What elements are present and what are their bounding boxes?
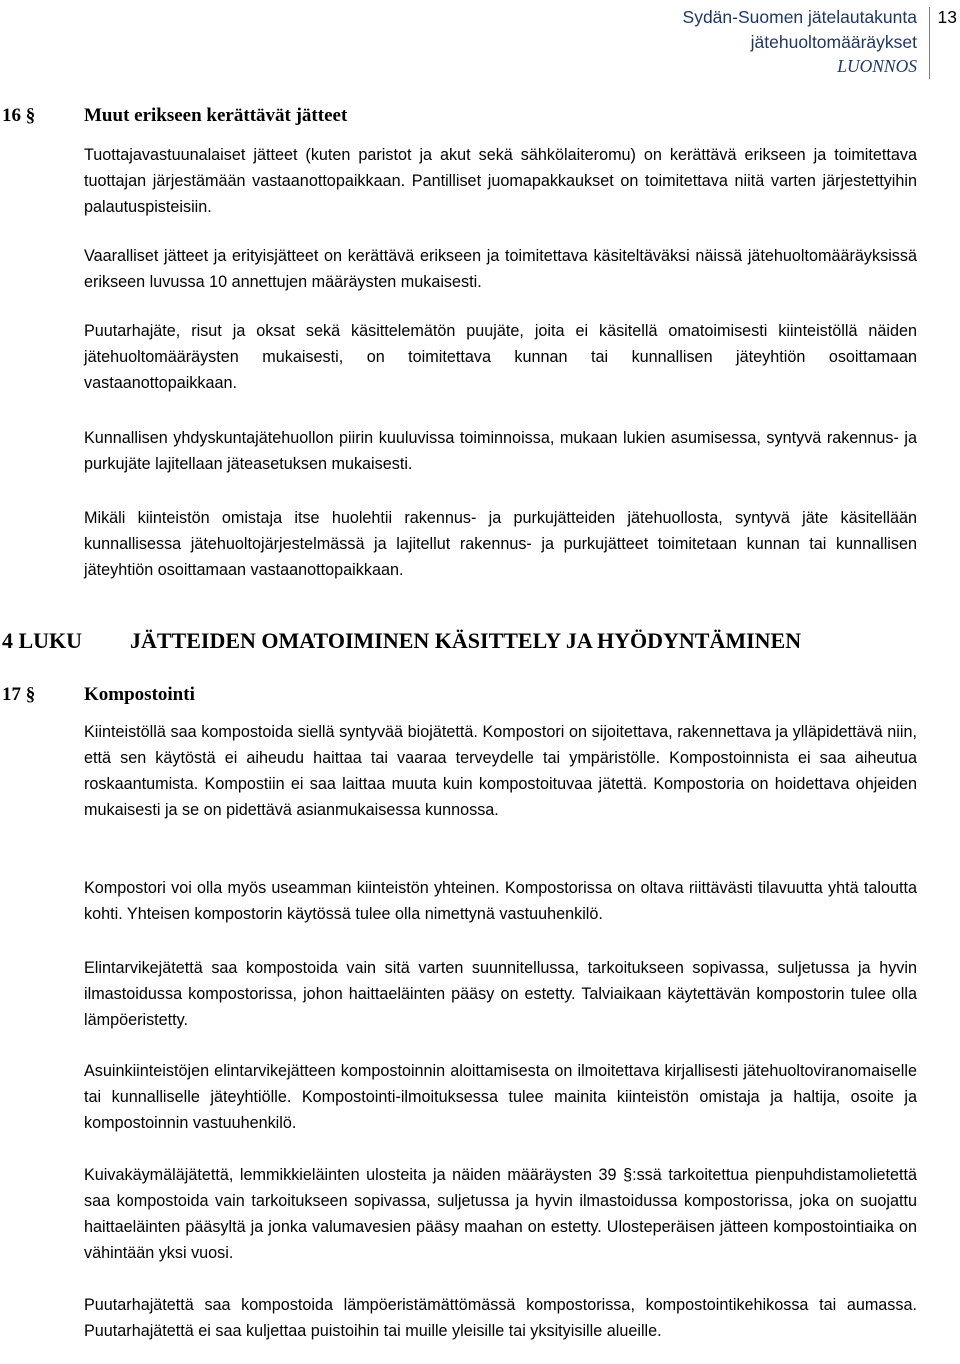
page-number: 13 bbox=[937, 7, 957, 27]
section-17-paragraph-3: Elintarvikejätettä saa kompostoida vain sitä varten suunnitellussa, tarkoitukseen sopivassa, suljetussa ja hyvin ilmastoidussa kompostorissa, johon haittaeläinten pääsy on estetty. Talviaikaan käytettävän kompostorin tulee olla lämpöeristetty. bbox=[84, 959, 917, 1029]
section-17-title: Kompostointi bbox=[84, 684, 195, 705]
section-16-title: Muut erikseen kerättävät jätteet bbox=[84, 105, 348, 126]
section-17-paragraph-5: Kuivakäymäläjätettä, lemmikkieläinten ulosteita ja näiden määräysten 39 §:ssä tarkoitettua pienpuhdistamolietettä saa kompostoida vain tarkoitukseen sopivassa, suljetussa ja hyvin ilmastoidussa kompostorissa, joka on suojattu haittaeläinten pääsyltä ja jonka valumavesien pääsy maahan on estetty. Ulosteperäisen jätteen kompostointiaika on vähintään yksi vuosi. bbox=[84, 1166, 917, 1262]
header-organization: Sydän-Suomen jätelautakunta bbox=[682, 7, 917, 27]
section-16-paragraph-1: Tuottajavastuunalaiset jätteet (kuten paristot ja akut sekä sähkölaiteromu) on kerättävä erikseen ja toimitettava tuottajan järjestämään vastaanottopaikkaan. Pantilliset juomapakkaukset on toimitettava niitä varten järjestettyihin palautuspisteisiin. bbox=[84, 146, 917, 216]
section-16-heading bbox=[2, 105, 347, 127]
section-16-number: 16 § bbox=[2, 105, 36, 126]
chapter-4-heading bbox=[2, 628, 801, 654]
header-block bbox=[683, 5, 917, 79]
header-divider bbox=[929, 7, 930, 79]
header-document-title: jätehuoltomääräykset bbox=[750, 31, 917, 52]
section-16-paragraph-3: Puutarhajäte, risut ja oksat sekä käsittelemätön puujäte, joita ei käsitellä omatoimisesti kiinteistöllä näiden jätehuoltomääräysten mukaisesti, on toimitettava kunnan tai kunnallisen jäteyhtiön osoittamaan vastaanottopaikkaan. bbox=[84, 322, 917, 392]
section-16-paragraph-4: Kunnallisen yhdyskuntajätehuollon piirin kuuluvissa toiminnoissa, mukaan lukien asumisessa, syntyvä rakennus- ja purkujäte lajitellaan jäteasetuksen mukaisesti. bbox=[84, 429, 917, 473]
chapter-4-title: JÄTTEIDEN OMATOIMINEN KÄSITTELY JA HYÖDYNTÄMINEN bbox=[130, 628, 802, 653]
section-17-number: 17 § bbox=[2, 684, 36, 705]
section-16-paragraph-5: Mikäli kiinteistön omistaja itse huolehtii rakennus- ja purkujätteiden jätehuollosta, syntyvä jäte käsitellään kunnallisessa jätehuoltojärjestelmässä ja lajitellut rakennus- ja purkujätteet toimitetaan kunnan tai kunnallisen jäteyhtiön osoittamaan vastaanottopaikkaan. bbox=[84, 509, 917, 579]
header-draft-status: LUONNOS bbox=[837, 56, 917, 76]
section-17-paragraph-2: Kompostori voi olla myös useamman kiinteistön yhteinen. Kompostorissa on oltava riittävästi tilavuutta yhtä taloutta kohti. Yhteisen kompostorin käytössä tulee olla nimettynä vastuuhenkilö. bbox=[84, 879, 917, 923]
section-17-heading bbox=[2, 684, 195, 706]
section-17-paragraph-4: Asuinkiinteistöjen elintarvikejätteen kompostoinnin aloittamisesta on ilmoitettava kirjallisesti jätehuoltoviranomaiselle tai kunnalliselle jäteyhtiölle. Kompostointi-ilmoituksessa tulee mainita kiinteistön omistaja ja haltija, osoite ja kompostoinnin vastuuhenkilö. bbox=[84, 1062, 917, 1132]
section-16-paragraph-2: Vaaralliset jätteet ja erityisjätteet on kerättävä erikseen ja toimitettava käsiteltäväksi näissä jätehuoltomääräyksissä erikseen luvussa 10 annettujen määräysten mukaisesti. bbox=[84, 247, 917, 291]
section-17-paragraph-1: Kiinteistöllä saa kompostoida siellä syntyvää biojätettä. Kompostori on sijoitettava, rakennettava ja ylläpidettävä niin, että sen käytöstä ei aiheudu haittaa tai vaaraa terveydelle tai ympäristölle. Kompostoinnista ei saa aiheutua roskaantumista. Kompostiin ei saa laittaa muuta kuin kompostoituvaa jätettä. Kompostoria on hoidettava ohjeiden mukaisesti ja se on pidettävä asianmukaisessa kunnossa. bbox=[84, 723, 917, 819]
section-17-paragraph-6: Puutarhajätettä saa kompostoida lämpöeristämättömässä kompostorissa, kompostointikehikossa tai aumassa. Puutarhajätettä ei saa kuljettaa puistoihin tai muille yleisille tai yksityisille alueille. bbox=[84, 1296, 917, 1340]
page-header bbox=[0, 5, 960, 81]
chapter-4-number: 4 LUKU bbox=[2, 628, 83, 653]
